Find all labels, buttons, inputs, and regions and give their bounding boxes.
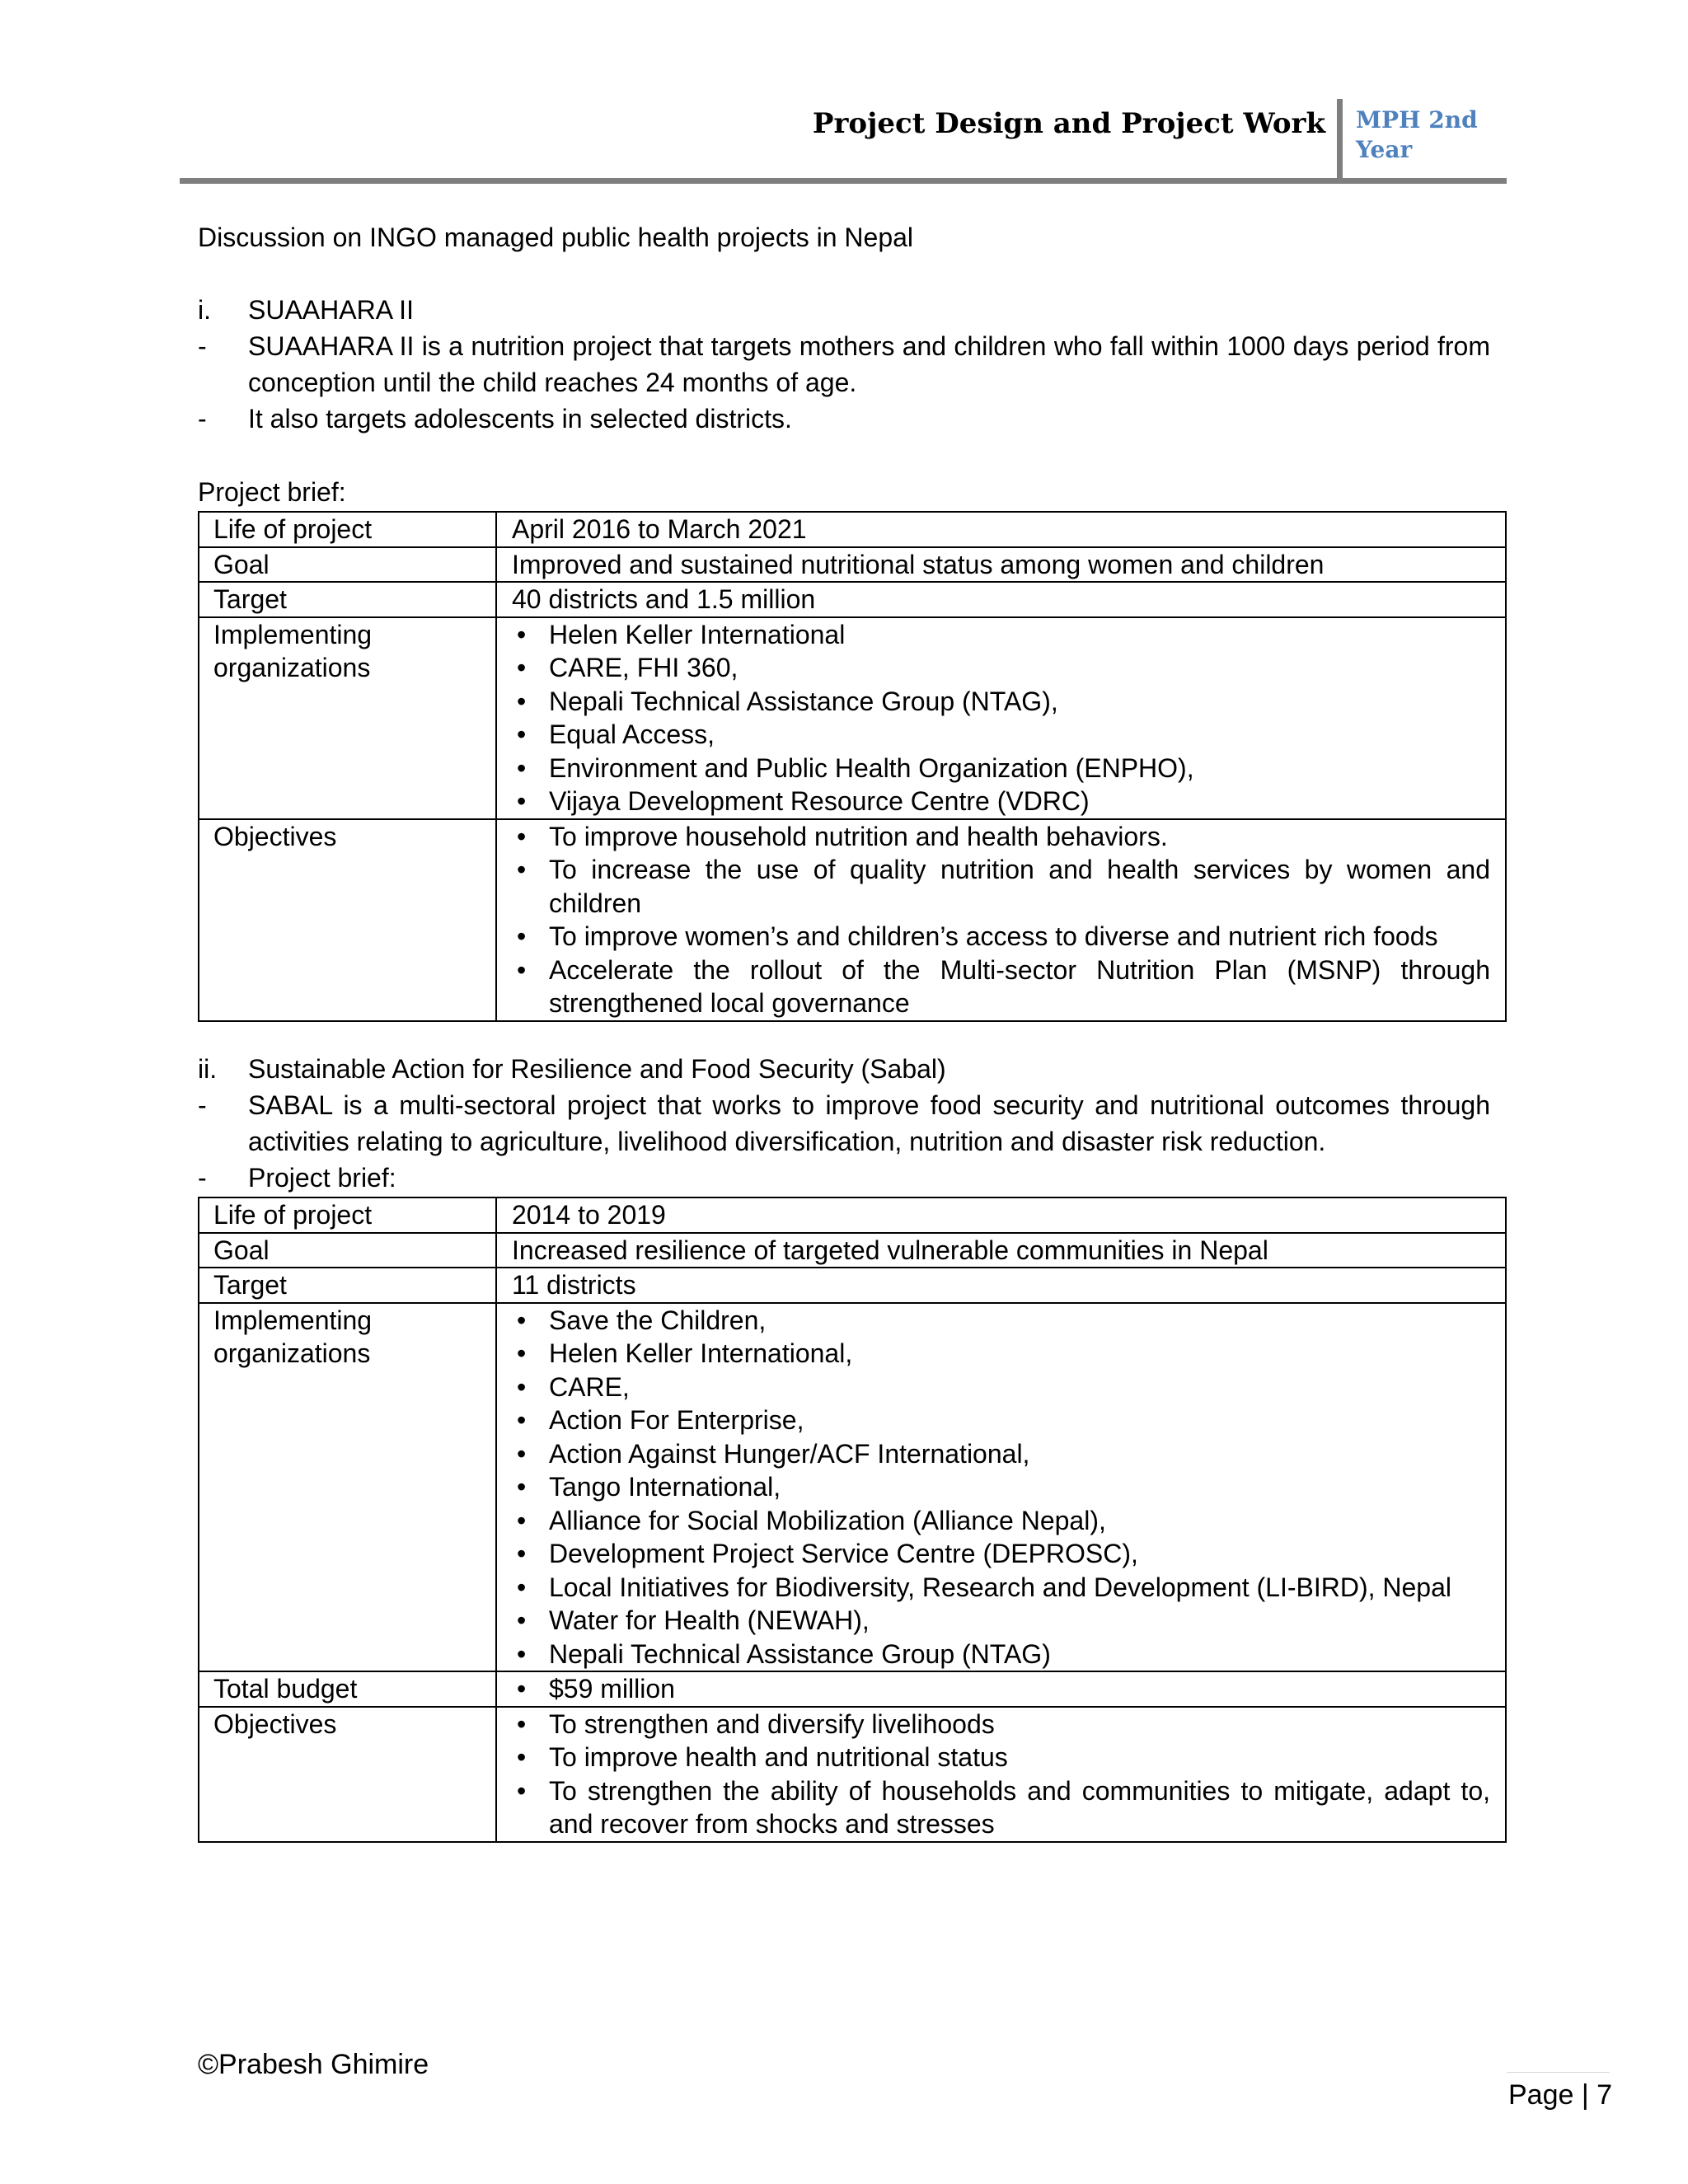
objectives-label: Objectives — [199, 819, 496, 1021]
section1-bullet-1 — [198, 328, 1490, 401]
running-header-tag — [1356, 105, 1504, 165]
section2-bullet-1-text: SABAL is a multi-sectoral project that works to improve food security and nutritional outcomes through activities relating to agriculture, livelihood diversification, nutrition and disaster risk reduction. — [248, 1090, 1490, 1156]
list-item: • Tango International, — [512, 1470, 1490, 1504]
table-row — [199, 512, 1506, 547]
section2-title: Sustainable Action for Resilience and Food Security (Sabal) — [248, 1054, 946, 1084]
dash-marker: - — [198, 1090, 207, 1120]
list-item: • Helen Keller International, — [512, 1337, 1490, 1371]
list-item: • To improve household nutrition and health behaviors. — [512, 820, 1490, 854]
goal-label: Goal — [199, 547, 496, 583]
life-value: April 2016 to March 2021 — [496, 512, 1506, 547]
table-row — [199, 1268, 1506, 1303]
footer-rule — [1507, 2072, 1610, 2073]
running-header-title: Project Design and Project Work — [812, 107, 1325, 140]
list-item: • To improve health and nutritional status — [512, 1741, 1490, 1774]
list-item: • Save the Children, — [512, 1304, 1490, 1338]
implementing-orgs — [496, 617, 1506, 819]
list-item: • Vijaya Development Resource Centre (VDRC) — [512, 785, 1490, 818]
objectives-list — [512, 1708, 1490, 1841]
list-item: • To strengthen and diversify livelihoods — [512, 1708, 1490, 1741]
table-row — [199, 1197, 1506, 1233]
section1-heading — [198, 292, 1490, 328]
target-label: Target — [199, 582, 496, 617]
table-row — [199, 1707, 1506, 1842]
section2-bullet-2 — [198, 1160, 1490, 1196]
section1-bullet-2 — [198, 401, 1490, 437]
header-divider — [1337, 99, 1343, 181]
table-row — [199, 819, 1506, 1021]
budget-value: • $59 million — [512, 1672, 1490, 1706]
list-item: • Equal Access, — [512, 718, 1490, 752]
header-tag-line-2: Year — [1356, 136, 1413, 163]
list-item: • Local Initiatives for Biodiversity, Research and Development (LI-BIRD), Nepal — [512, 1571, 1490, 1605]
list-item: • Development Project Service Centre (DEPROSC), — [512, 1537, 1490, 1571]
suaahara-brief-table — [198, 511, 1507, 1022]
implementing-label — [199, 1303, 496, 1672]
intro-heading: Discussion on INGO managed public health projects in Nepal — [198, 223, 914, 252]
footer-copyright: ©Prabesh Ghimire — [198, 2049, 429, 2080]
dash-marker: - — [198, 404, 207, 434]
implementing-label-line-2: organizations — [213, 653, 371, 682]
section2-heading — [198, 1051, 1490, 1087]
target-value: 11 districts — [496, 1268, 1506, 1303]
goal-value: Increased resilience of targeted vulnerable communities in Nepal — [496, 1233, 1506, 1268]
header-rule — [180, 178, 1507, 184]
section2-bullet-1 — [198, 1087, 1490, 1160]
org-list — [512, 1304, 1490, 1671]
goal-label: Goal — [199, 1233, 496, 1268]
target-label: Target — [199, 1268, 496, 1303]
sabal-brief-table — [198, 1197, 1507, 1843]
list-item: • Helen Keller International — [512, 618, 1490, 652]
target-value: 40 districts and 1.5 million — [496, 582, 1506, 617]
section1-bullet-2-text: It also targets adolescents in selected districts. — [248, 404, 792, 434]
implementing-label-line-2: organizations — [213, 1338, 371, 1368]
objectives-cell — [496, 819, 1506, 1021]
table-row — [199, 1303, 1506, 1672]
org-list — [512, 618, 1490, 818]
section1-title: SUAAHARA II — [248, 295, 414, 325]
list-item: • Alliance for Social Mobilization (Alliance Nepal), — [512, 1504, 1490, 1538]
section2-brief-label: Project brief: — [248, 1163, 396, 1193]
table-row — [199, 547, 1506, 583]
page-number: Page | 7 — [1508, 2079, 1613, 2111]
dash-marker: - — [198, 331, 207, 361]
implementing-orgs — [496, 1303, 1506, 1672]
list-item: • CARE, — [512, 1371, 1490, 1404]
table-row — [199, 1671, 1506, 1707]
goal-value: Improved and sustained nutritional status among women and children — [496, 547, 1506, 583]
section1-brief-label: Project brief: — [198, 477, 346, 507]
budget-label: Total budget — [199, 1671, 496, 1707]
implementing-label-line-1: Implementing — [213, 1305, 373, 1335]
budget-cell — [496, 1671, 1506, 1707]
life-label: Life of project — [199, 512, 496, 547]
budget-list — [512, 1672, 1490, 1706]
objectives-label: Objectives — [199, 1707, 496, 1842]
list-item: • To strengthen the ability of households and communities to mitigate, adapt to, and recover from shocks and stresses — [512, 1774, 1490, 1841]
list-item: • Accelerate the rollout of the Multi-sector Nutrition Plan (MSNP) through strengthened local governance — [512, 954, 1490, 1020]
section1-marker: i. — [198, 295, 211, 325]
table-row — [199, 1233, 1506, 1268]
objectives-list — [512, 820, 1490, 1020]
list-item: • To improve women’s and children’s access to diverse and nutrient rich foods — [512, 920, 1490, 954]
implementing-label-line-1: Implementing — [213, 619, 373, 649]
life-label: Life of project — [199, 1197, 496, 1233]
life-value: 2014 to 2019 — [496, 1197, 1506, 1233]
dash-marker: - — [198, 1163, 207, 1193]
list-item: • CARE, FHI 360, — [512, 651, 1490, 685]
list-item: • Nepali Technical Assistance Group (NTAG) — [512, 1638, 1490, 1671]
list-item: • To increase the use of quality nutrition and health services by women and children — [512, 853, 1490, 920]
objectives-cell — [496, 1707, 1506, 1842]
table-row — [199, 617, 1506, 819]
list-item: • Action Against Hunger/ACF International, — [512, 1437, 1490, 1471]
section2-marker: ii. — [198, 1054, 218, 1084]
header-tag-line-1: MPH 2nd — [1356, 106, 1478, 134]
list-item: • Nepali Technical Assistance Group (NTAG), — [512, 685, 1490, 719]
list-item: • Environment and Public Health Organization (ENPHO), — [512, 752, 1490, 785]
table-row — [199, 582, 1506, 617]
list-item: • Water for Health (NEWAH), — [512, 1604, 1490, 1638]
list-item: • Action For Enterprise, — [512, 1404, 1490, 1437]
implementing-label — [199, 617, 496, 819]
section1-bullet-1-text: SUAAHARA II is a nutrition project that targets mothers and children who fall within 1000 days period from conception until the child reaches 24 months of age. — [248, 331, 1490, 397]
